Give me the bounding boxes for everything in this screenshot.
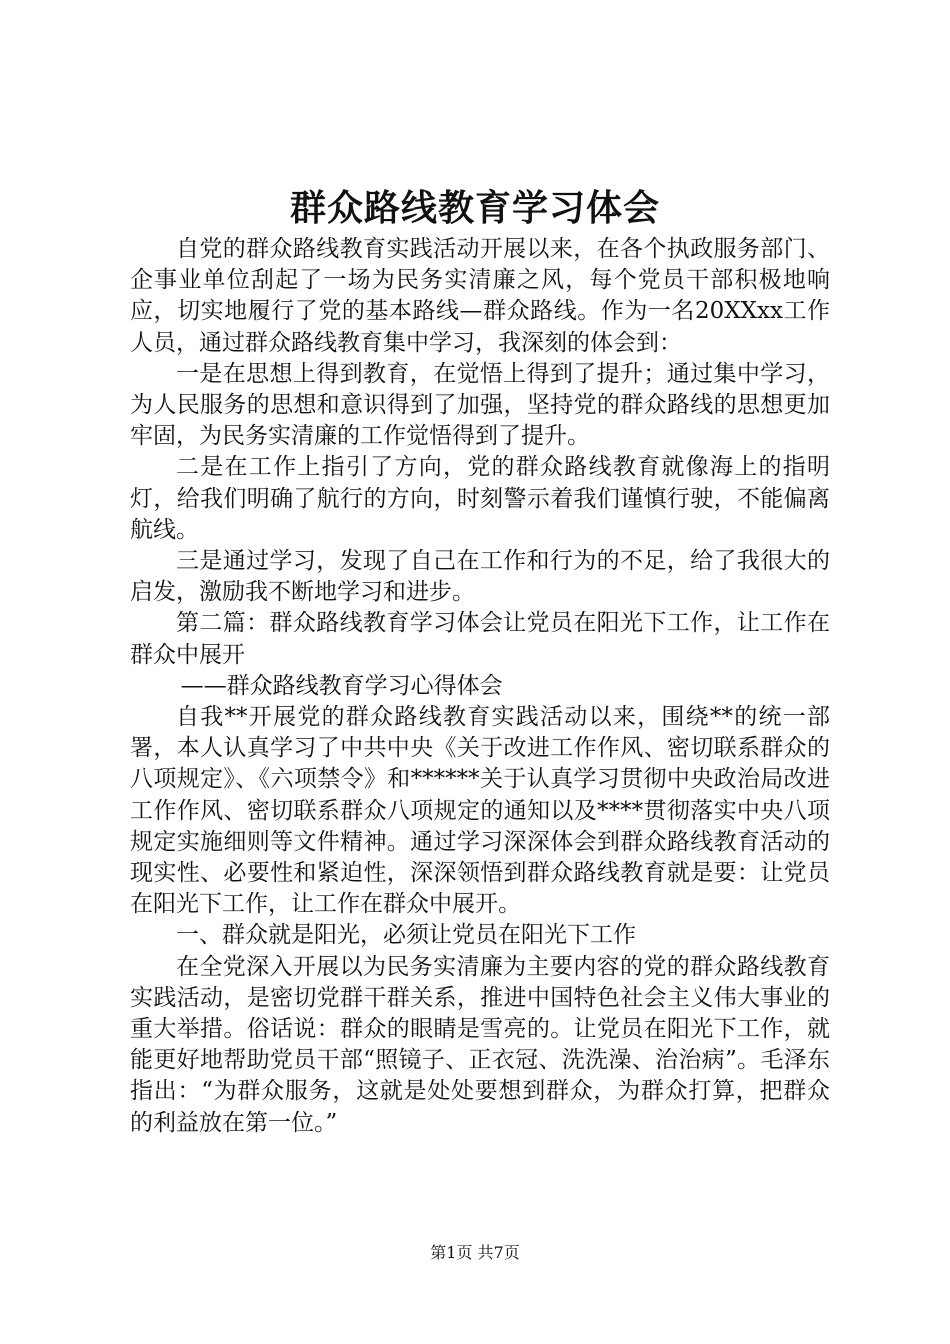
section-heading-one: 一、群众就是阳光，必须让党员在阳光下工作 [176,922,636,949]
document-title: 群众路线教育学习体会 [289,187,660,229]
paragraph-intro: 自党的群众路线教育实践活动开展以来，在各个执政服务部门、企事业单位刮起了一场为民务实清廉之风，每个党员干部积极地响应，切实地履行了党的基本路线—群众路线。作为一名20XXxx工作人员，通过群众路线教育集中学习，我深刻的体会到： [130,236,830,356]
paragraph-point-three: 三是通过学习，发现了自己在工作和行为的不足，给了我很大的启发，激励我不断地学习和进步。 [130,548,830,606]
paragraph-point-two: 二是在工作上指引了方向，党的群众路线教育就像海上的指明灯，给我们明确了航行的方向，时刻警示着我们谨慎行驶，不能偏离航线。 [130,454,830,543]
paragraph-part-two-intro: 自我**开展党的群众路线教育实践活动以来，围绕**的统一部署，本人认真学习了中共中央《关于改进工作作风、密切联系群众的八项规定》、《六项禁令》和******关于认真学习贯彻中央政治局改进工作作风、密切联系群众八项规定的通知以及****贯彻落实中央八项规定实施细则等文件精神。通过学习深深体会到群众路线教育活动的现实性、必要性和紧迫性，深深领悟到群众路线教育就是要：让党员在阳光下工作，让工作在群众中展开。 [130,704,830,918]
section-subtitle: ——群众路线教育学习心得体会 [180,672,503,699]
paragraph-section-one: 在全党深入开展以为民务实清廉为主要内容的党的群众路线教育实践活动，是密切党群干群关系，推进中国特色社会主义伟大事业的重大举措。俗话说：群众的眼睛是雪亮的。让党员在阳光下工作，就能更好地帮助党员干部“照镜子、正衣冠、洗洗澡、治治病”。毛泽东指出：“为群众服务，这就是处处要想到群众，为群众打算，把群众的利益放在第一位。” [130,953,830,1136]
document-body [130,234,830,1139]
section-heading-part-two: 第二篇：群众路线教育学习体会让党员在阳光下工作，让工作在群众中展开 [130,610,830,668]
paragraph-point-one: 一是在思想上得到教育，在觉悟上得到了提升；通过集中学习，为人民服务的思想和意识得到了加强，坚持党的群众路线的思想更加牢固，为民务实清廉的工作觉悟得到了提升。 [130,360,830,450]
page-number: 第1页 共7页 [430,1243,520,1262]
